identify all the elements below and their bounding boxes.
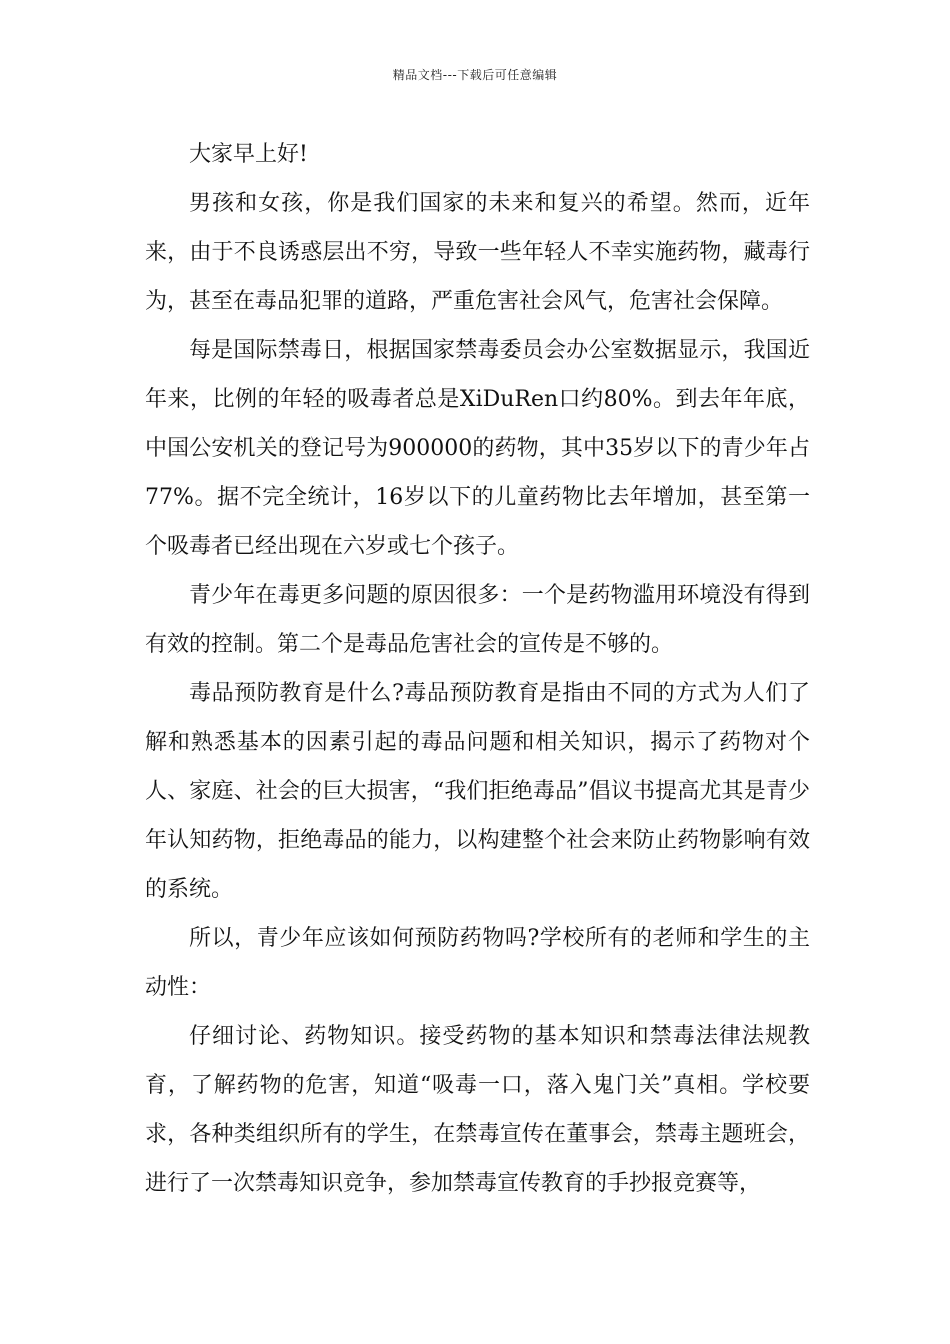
paragraph-statistics: 每是国际禁毒日，根据国家禁毒委员会办公室数据显示，我国近年来，比例的年轻的吸毒者总是XiDuRen口约80%。到去年年底，中国公安机关的登记号为900000的药物，其中35岁以下的青少年占77%。据不完全统计，16岁以下的儿童药物比去年增加，甚至第一个吸毒者已经出现在六岁或七个孩子。	[145, 338, 810, 559]
page-header: 精品文档---下载后可任意编辑	[392, 68, 558, 82]
paragraph-prevention-education: 毒品预防教育是什么?毒品预防教育是指由不同的方式为人们了解和熟悉基本的因素引起的毒品问题和相关知识，揭示了药物对个人、家庭、社会的巨大损害，“我们拒绝毒品”倡议书提高尤其是青少年认知药物，拒绝毒品的能力，以构建整个社会来防止药物影响有效的系统。	[145, 681, 810, 902]
paragraph-greeting: 大家早上好!	[189, 142, 308, 167]
paragraph-intro: 男孩和女孩，你是我们国家的未来和复兴的希望。然而，近年来，由于不良诱惑层出不穷，导致一些年轻人不幸实施药物，藏毒行为，甚至在毒品犯罪的道路，严重危害社会风气，危害社会保障。	[145, 191, 810, 314]
paragraph-question: 所以，青少年应该如何预防药物吗?学校所有的老师和学生的主动性：	[145, 926, 810, 1000]
paragraph-knowledge: 仔细讨论、药物知识。接受药物的基本知识和禁毒法律法规教育，了解药物的危害，知道“吸毒一口，落入鬼门关”真相。学校要求，各种类组织所有的学生，在禁毒宣传在董事会，禁毒主题班会，进行了一次禁毒知识竞争，参加禁毒宣传教育的手抄报竞赛等，	[145, 1024, 810, 1196]
paragraph-causes: 青少年在毒更多问题的原因很多：一个是药物滥用环境没有得到有效的控制。第二个是毒品危害社会的宣传是不够的。	[145, 583, 810, 657]
document-body	[145, 130, 810, 1208]
